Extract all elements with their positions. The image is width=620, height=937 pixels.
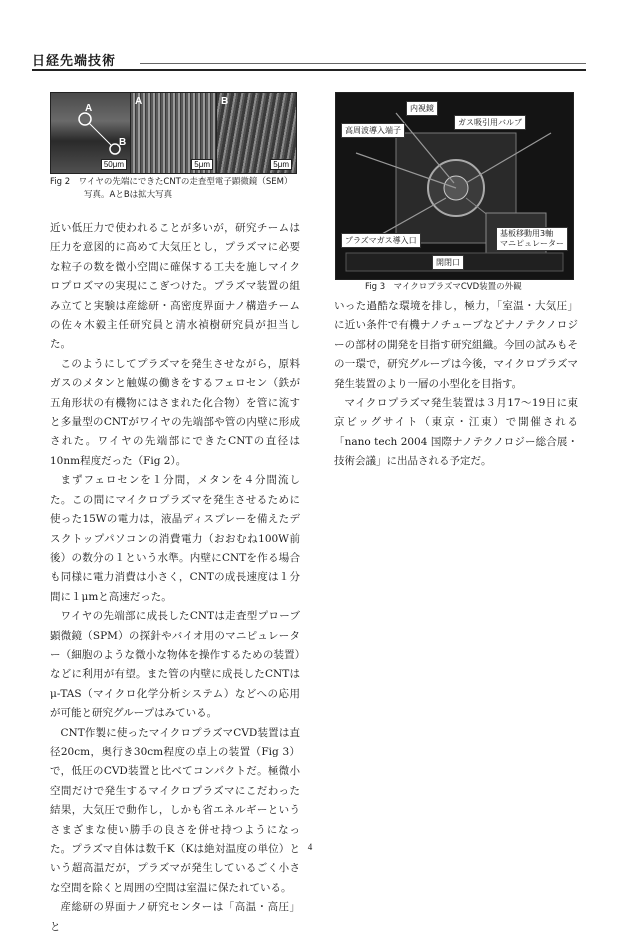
body-paragraph: いった過酷な環境を排し，極力，「室温・大気圧」に近い条件で有機ナノチューブなどナノテクノロジーの部材の開発を目指す研究組織。今回の試みもその一環で，研究グループは今後，マイクロプラズマ発生装置のより一層の小型化を目指す。 [334,300,578,390]
sem-label-b: B [119,137,127,148]
sem-photo-b [216,92,297,174]
scale-bar-50um: 50μm [101,159,127,170]
body-paragraph: マイクロプラズマ発生装置は３月17〜19日に東京ビッグサイト（東京・江東）で開催される「nano tech 2004 国際ナノテクノロジー総合展・技術会議」に出品される予定だ。 [334,397,578,468]
scale-bar-5um-a: 5μm [191,159,213,170]
sem-label-a: A [85,103,93,114]
label-manipulator: 基板移動用3軸 マニピュレーター [496,227,568,251]
sem-photo-a [130,92,218,174]
sem-photo-overview [50,92,132,174]
fig3-caption: Fig 3 マイクロプラズマCVD装置の外観 [365,282,522,292]
label-rf-terminal: 高周波導入端子 [341,123,405,138]
body-paragraph: 近い低圧力で使われることが多いが，研究チームは圧力を意図的に高めて大気圧とし，プラズマに必要な粒子の数を微小空間に確保する工夫を施しマイクロプロズマの実現にこぎつけた。プラズマ装置の組み立てと実験は産総研・高密度界面ナノ構造チームの佐々木毅主任研究員と清水禎樹研究員が担当した。 [50,222,300,351]
body-paragraph: 産総研の界面ナノ研究センターは「高温・高圧」と [50,901,300,933]
body-paragraph: まずフェロセンを１分間，メタンを４分間流した。この間にマイクロプラズマを発生させるために使った15Wの電力は，液晶ディスプレーを備えたデスクトップパソコンの消費電力（おおむね100W前後）の数分の１という水準。内壁にCNTを作る場合も同様に電力消費は小さく，CNTの成長速度は１分間に１μmと高速だった。 [50,474,300,603]
body-column-right [334,297,578,472]
body-paragraph: このようにしてプラズマを発生させながら，原料ガスのメタンと触媒の働きをするフェロセン（鉄が五角形状の有機物にはさまれた化合物）を管に流すと多量型のCNTがワイヤの先端部や管の内壁に形成された。ワイヤの先端部にできたCNTの直径は10nm程度だった（Fig 2）。 [50,357,300,467]
sem-label-b-zoom: B [221,96,229,107]
cvd-apparatus-photo [335,92,574,280]
label-endoscope: 内視鏡 [406,101,438,116]
body-column-left [50,219,300,937]
body-paragraph: ワイヤの先端部に成長したCNTは走査型プローブ顕微鏡（SPM）の探針やバイオ用のマニピュレーター（細胞のような微小な物体を操作するための装置）などに利用が有望。また管の内壁に成長したCNTはμ-TAS（マイクロ化学分析システム）などへの応用が可能と研究グループはみている。 [50,610,300,720]
header-rule [32,69,586,71]
header-rule-thin [140,63,586,64]
page-number: 4 [307,842,313,852]
body-paragraph: CNT作製に使ったマイクロプラズマCVD装置は直径20cm，奥行き30cm程度の卓上の装置（Fig 3）で，低圧のCVD装置と比べてコンパクトだ。極微小空間だけで発生するマイクロプラズマにこだわった結果，大気圧で動作し，しかも省エネルギーというさまざまな使い勝手の良さを併せ持つようになった。プラズマ自体は数千K（Kは絶対温度の単位）という超高温だが，プラズマが発生しているごく小さな空間を除くと周囲の空間は室温に保たれている。 [50,726,300,894]
label-gas-inlet: プラズマガス導入口 [341,233,421,248]
scale-bar-5um-b: 5μm [270,159,292,170]
fig2-caption-line2: 写真。AとBは拡大写真 [84,190,173,200]
label-gas-valve: ガス吸引用バルブ [454,115,526,130]
journal-header-title: 日経先端技術 [32,54,117,69]
sem-label-a-zoom: A [135,96,143,107]
fig2-caption-line1: Fig 2 ワイヤの先端にできたCNTの走査型電子顕微鏡（SEM） [50,177,293,187]
fig2-caption [50,176,300,202]
label-opening: 開閉口 [432,255,464,270]
